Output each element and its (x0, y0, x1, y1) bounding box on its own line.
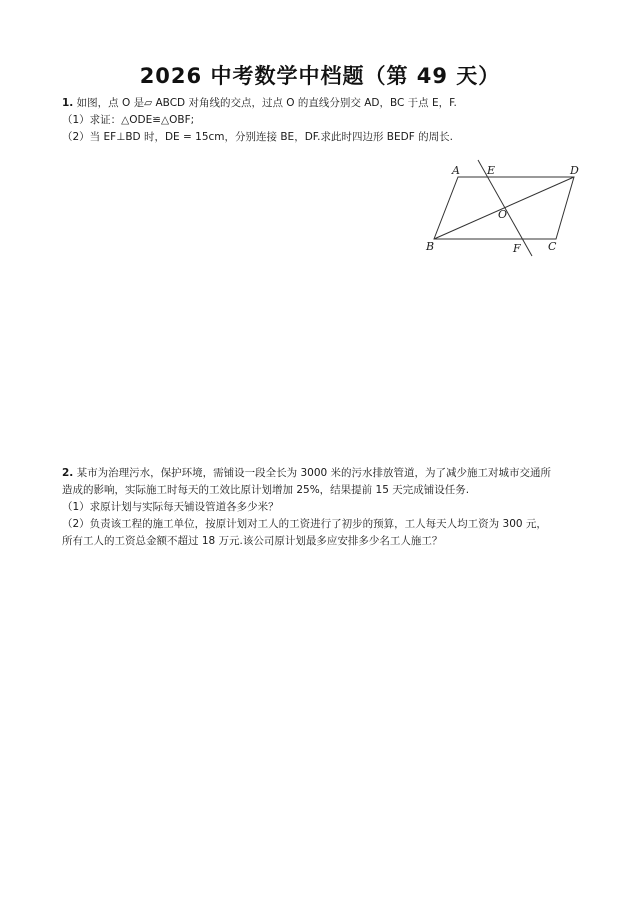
label-o: O (498, 208, 508, 221)
q2-number: 2. (62, 467, 74, 479)
q2-part1: （1）求原计划与实际每天铺设管道各多少米？ (62, 501, 279, 513)
q1-stem-text: 如图，点 O 是▱ ABCD 对角线的交点，过点 O 的直线分别交 AD，BC 于点 E，F. (76, 97, 457, 109)
q2-stem-line1 (62, 466, 551, 480)
label-a: A (452, 164, 460, 177)
q1-stem (62, 96, 457, 110)
label-c: C (548, 240, 557, 253)
label-e: E (487, 164, 496, 177)
q1-part2: （2）当 EF⊥BD 时，DE = 15cm，分别连接 BE，DF.求此时四边形 BEDF 的周长. (62, 131, 453, 143)
label-f: F (513, 242, 521, 255)
label-b: B (426, 240, 435, 253)
q2-part2-line2: 所有工人的工资总金额不超过 18 万元.该公司原计划最多应安排多少名工人施工？ (62, 535, 443, 547)
page-title: 2026 中考数学中档题（第 49 天） (139, 64, 501, 88)
parallelogram-figure (420, 158, 590, 260)
q2-stem-line2: 造成的影响，实际施工时每天的工效比原计划增加 25%，结果提前 15 天完成铺设任务. (62, 484, 470, 496)
label-d: D (570, 164, 579, 177)
q2-stem-text: 某市为治理污水，保护环境，需铺设一段全长为 3000 米的污水排放管道，为了减少施工对城市交通所 (76, 467, 552, 479)
q2-part2-line1: （2）负责该工程的施工单位，按原计划对工人的工资进行了初步的预算，工人每天人均工资为 300 元， (62, 518, 547, 530)
q1-part1: （1）求证：△ODE≌△OBF; (62, 114, 195, 126)
q1-number: 1. (62, 97, 74, 109)
